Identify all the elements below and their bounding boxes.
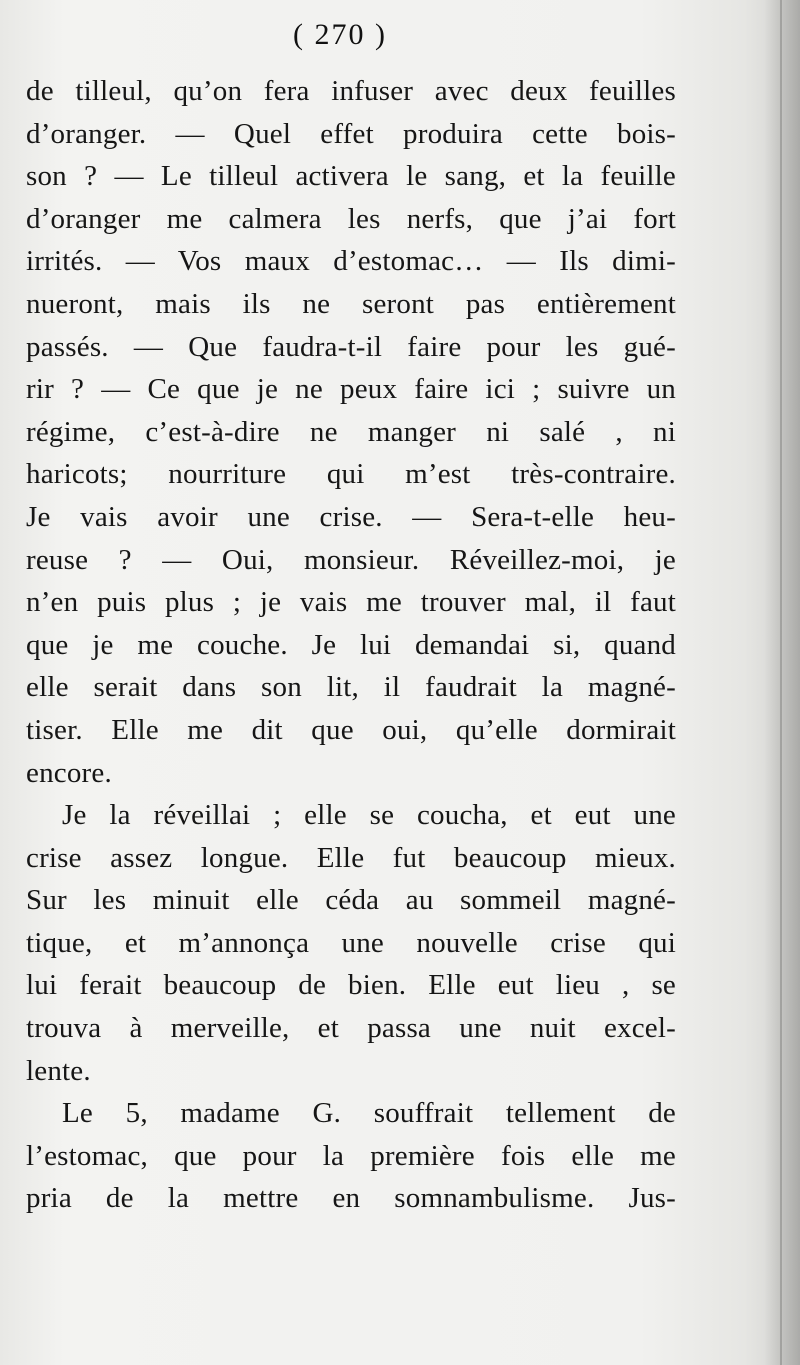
- text-line: lente.: [26, 1054, 91, 1087]
- body-text: [26, 70, 676, 1220]
- text-line: de tilleul, qu’on fera infuser avec deux feuilles: [26, 75, 676, 107]
- text-line: rir ? — Ce que je ne peux faire ici ; suivre un: [26, 373, 676, 406]
- text-line: n’en puis plus ; je vais me trouver mal, il faut: [26, 586, 676, 619]
- text-line: irrités. — Vos maux d’estomac… — Ils dimi-: [26, 245, 676, 278]
- text-line: passés. — Que faudra-t-il faire pour les gué-: [26, 330, 676, 363]
- text-line: que je me couche. Je lui demandai si, quand: [26, 628, 676, 661]
- page-number: ( 270 ): [293, 18, 387, 51]
- text-line: encore.: [26, 756, 112, 789]
- text-line: trouva à merveille, et passa une nuit excel-: [26, 1012, 676, 1045]
- paragraph: [26, 794, 676, 1092]
- text-line: elle serait dans son lit, il faudrait la magné-: [26, 671, 676, 704]
- text-line: Le 5, madame G. souffrait tellement de: [62, 1097, 676, 1130]
- text-line: d’oranger me calmera les nerfs, que j’ai fort: [26, 202, 676, 235]
- text-line: tiser. Elle me dit que oui, qu’elle dormirait: [26, 713, 676, 746]
- text-line: régime, c’est-à-dire ne manger ni salé , ni: [26, 415, 676, 448]
- text-line: Je la réveillai ; elle se coucha, et eut une: [62, 799, 676, 832]
- text-line: son ? — Le tilleul activera le sang, et la feuille: [26, 160, 676, 193]
- text-line: reuse ? — Oui, monsieur. Réveillez-moi, je: [26, 543, 676, 576]
- paragraph: [26, 1092, 676, 1220]
- text-line: Sur les minuit elle céda au sommeil magné-: [26, 884, 676, 917]
- binding-edge: [780, 0, 782, 1365]
- page-gutter-shadow: [764, 0, 800, 1365]
- text-line: l’estomac, que pour la première fois elle me: [26, 1139, 676, 1172]
- paragraph: [26, 70, 676, 794]
- text-line: haricots; nourriture qui m’est très-contraire.: [26, 458, 676, 491]
- text-line: tique, et m’annonça une nouvelle crise qui: [26, 926, 676, 959]
- text-line: d’oranger. — Quel effet produira cette bois-: [26, 117, 676, 150]
- text-line: crise assez longue. Elle fut beaucoup mieux.: [26, 841, 676, 874]
- text-line: pria de la mettre en somnambulisme. Jus-: [26, 1182, 676, 1215]
- text-line: nueront, mais ils ne seront pas entièrement: [26, 287, 676, 320]
- text-line: Je vais avoir une crise. — Sera-t-elle heu-: [26, 500, 676, 533]
- text-line: lui ferait beaucoup de bien. Elle eut lieu , se: [26, 969, 676, 1002]
